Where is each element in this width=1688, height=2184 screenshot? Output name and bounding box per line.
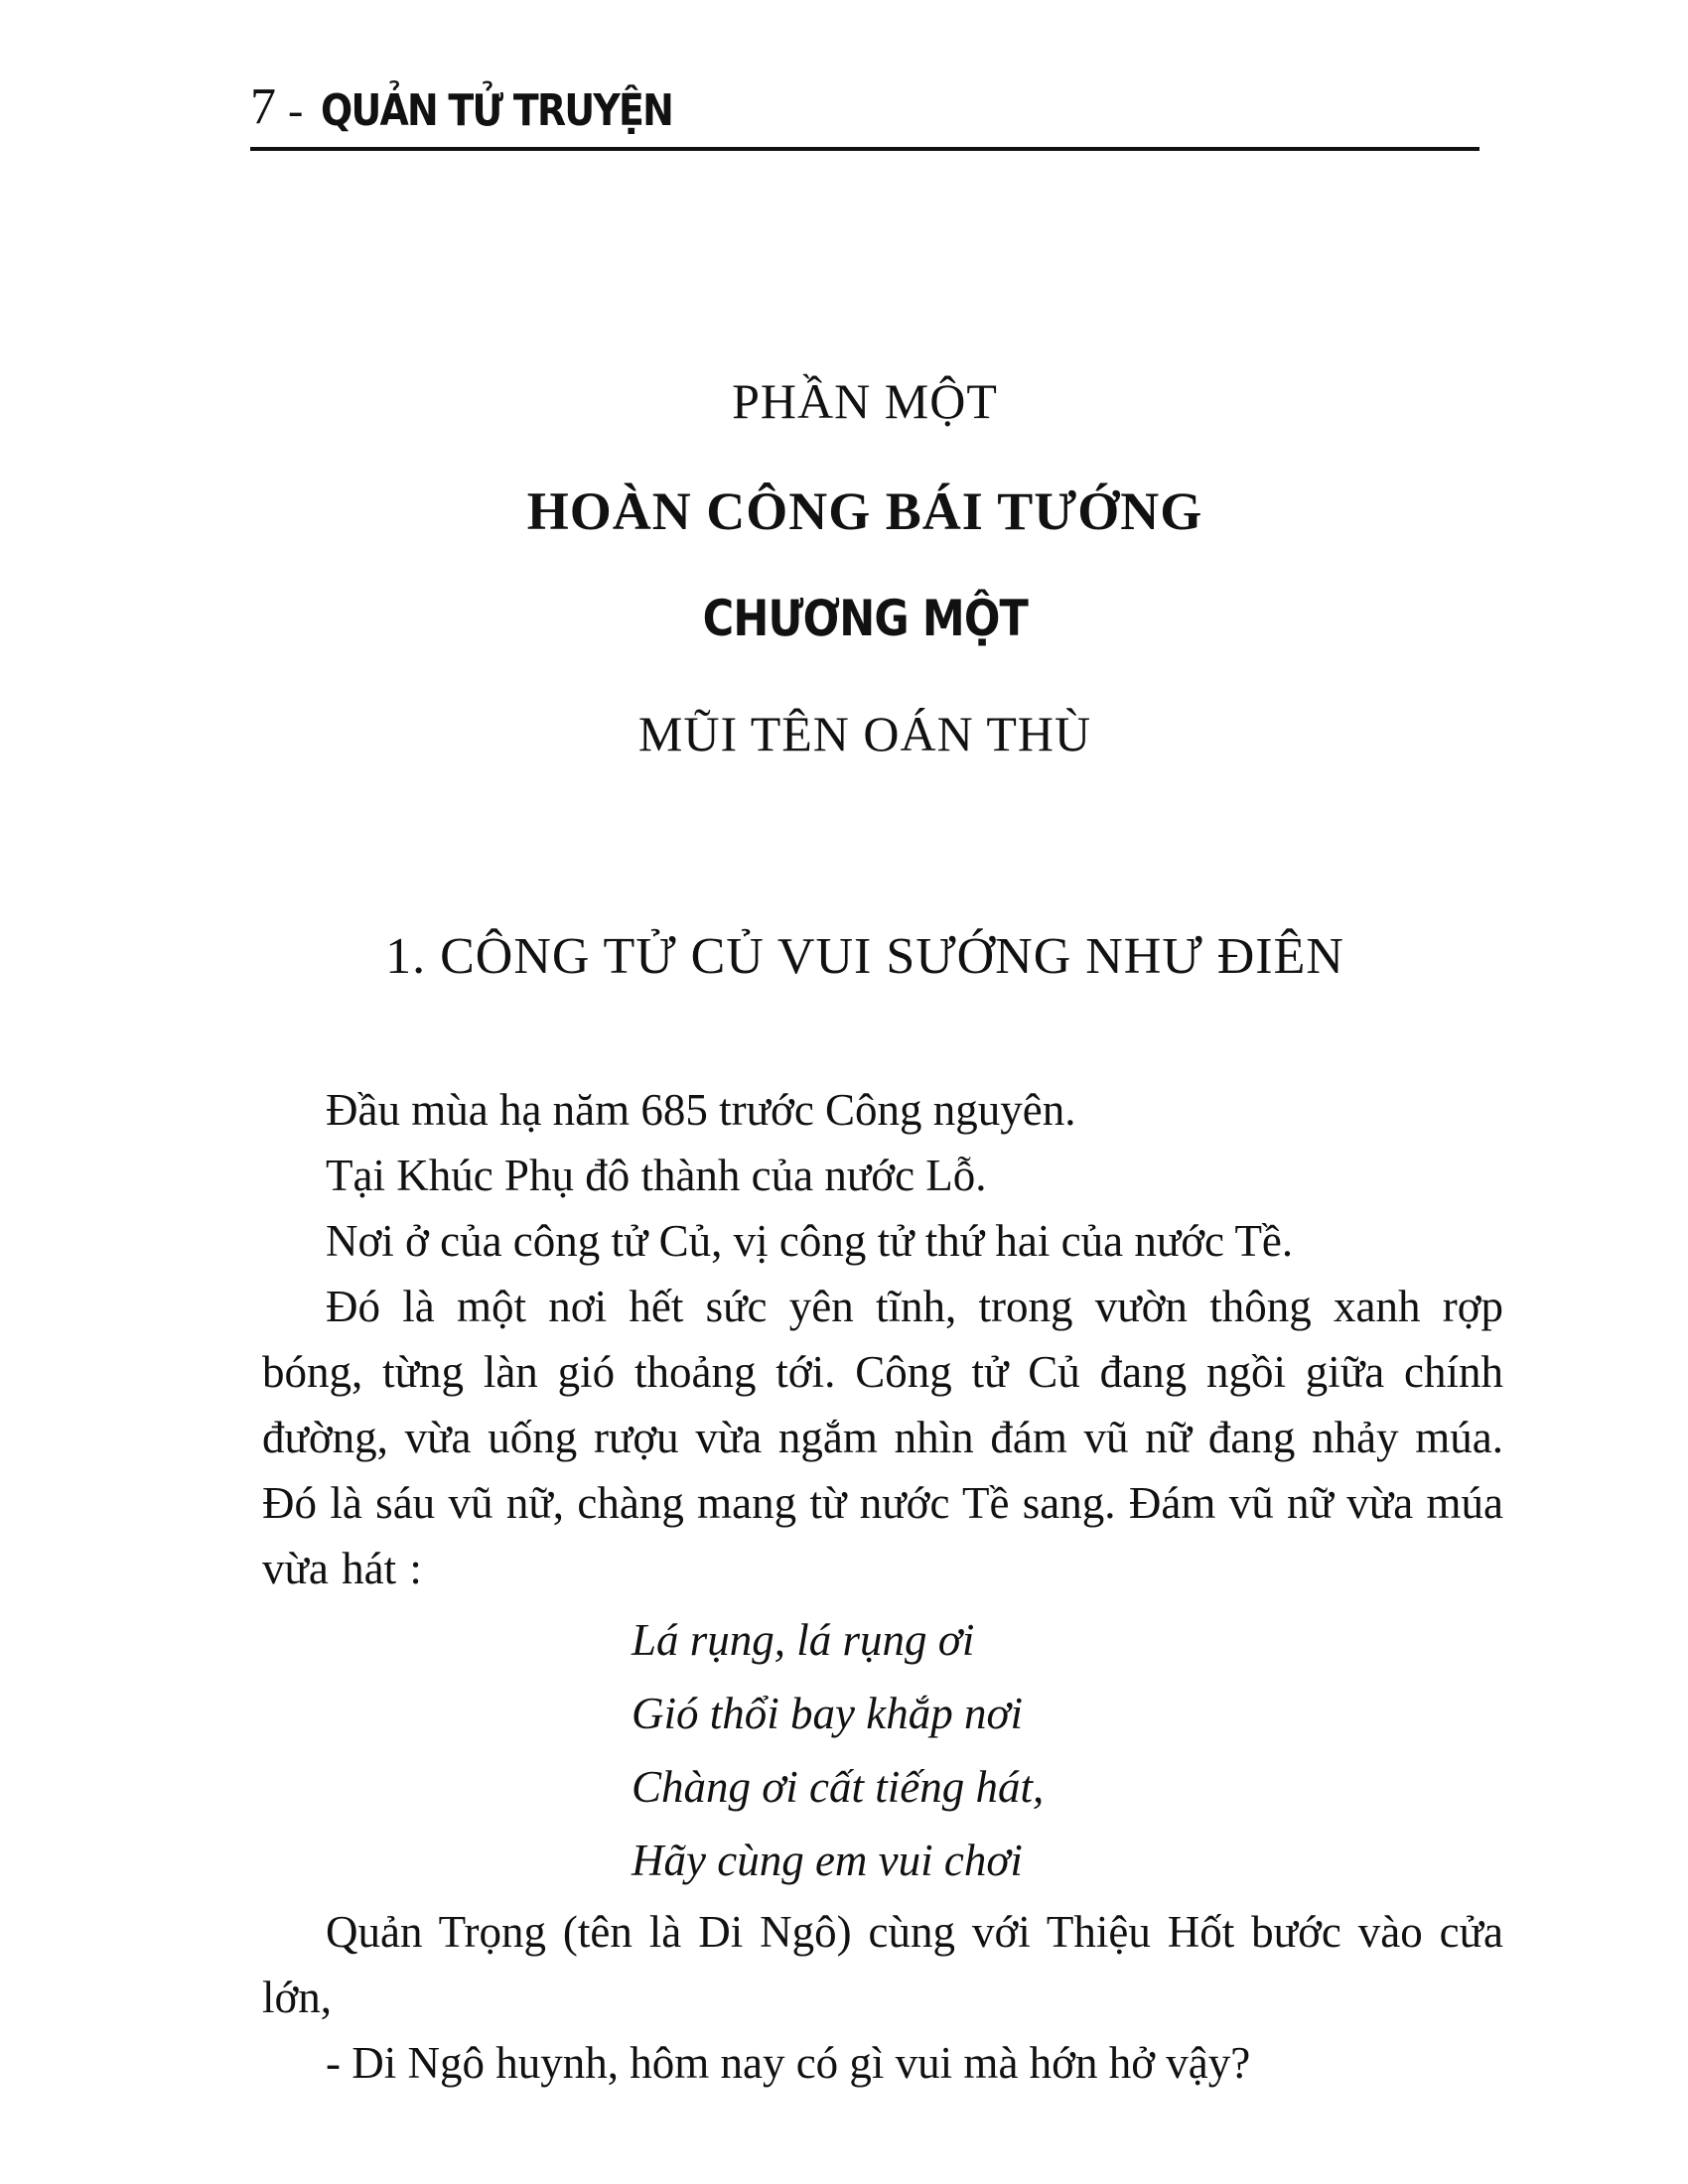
poem-line: Chàng ơi cất tiếng hát, [632,1762,1045,1812]
paragraph: Quản Trọng (tên là Di Ngô) cùng với Thiệu Hốt bước vào cửa lớn, [262,1907,1503,2022]
page-number: 7 [250,78,276,135]
chapter-title: MŨI TÊN OÁN THÙ [637,706,1092,761]
paragraph: Nơi ở của công tử Củ, vị công tử thứ hai của nước Tề. [326,1216,1294,1266]
chapter-heading-text: CHƯƠNG MỘT [702,590,1028,647]
body-text [262,1077,1503,2096]
book-title: QUẢN TỬ TRUYỆN [321,85,673,136]
part-heading: PHẦN MỘT [732,373,998,429]
paragraph: Đó là một nơi hết sức yên tĩnh, trong vườn thông xanh rợp bóng, từng làn gió thoảng tới. Công tử Củ đang ngồi giữa chính đường, vừa uống rượu vừa ngắm nhìn đám vũ nữ đang nhảy múa. Đó là sáu vũ nữ, chàng mang từ nước Tề sang. Đám vũ nữ vừa múa vừa hát : [262,1282,1503,1593]
dialogue-line: - Di Ngô huynh, hôm nay có gì vui mà hớn hở vậy? [326,2038,1251,2088]
running-head [250,73,1479,151]
poem-line: Lá rụng, lá rụng ơi [632,1615,975,1665]
part-title: HOÀN CÔNG BÁI TƯỚNG [526,481,1203,541]
section-heading: 1. CÔNG TỬ CỦ VUI SƯỚNG NHƯ ĐIÊN [385,928,1344,985]
paragraph: Đầu mùa hạ năm 685 trước Công nguyên. [326,1085,1076,1135]
chapter-heading [250,590,1479,647]
poem-line: Gió thổi bay khắp nơi [632,1689,1023,1738]
paragraph: Tại Khúc Phụ đô thành của nước Lỗ. [326,1151,987,1200]
poem-line: Hãy cùng em vui chơi [632,1836,1023,1885]
running-head-separator: - [288,84,304,135]
